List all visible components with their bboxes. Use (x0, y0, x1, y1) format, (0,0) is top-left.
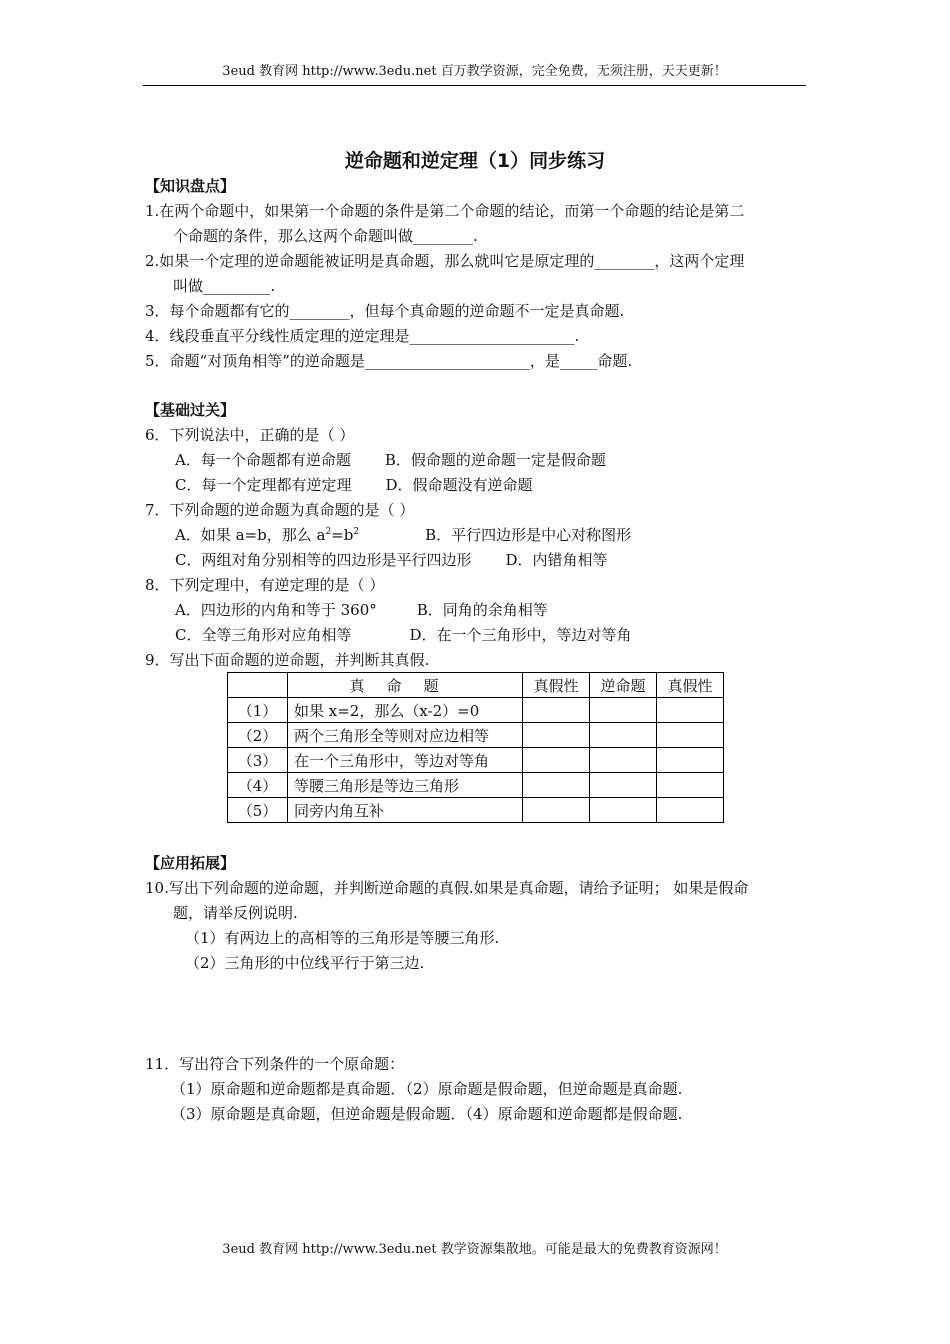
table-row (228, 723, 724, 748)
answer-cell (590, 723, 657, 748)
row-number: （5） (228, 798, 288, 823)
answer-cell (523, 798, 590, 823)
table-header-cell: 真假性 (657, 673, 724, 698)
table-row (228, 698, 724, 723)
question-8-options-cd (145, 623, 810, 648)
page-header: 3eud 教育网 http://www.3edu.net 百万教学资源，完全免费，无须注册，天天更新！ (143, 62, 806, 86)
question-6-options-cd (145, 473, 810, 498)
question-11: 11．写出符合下列条件的一个原命题： (145, 1055, 405, 1073)
answer-cell (590, 798, 657, 823)
row-proposition: 同旁内角互补 (288, 798, 523, 823)
question-6: 6．下列说法中，正确的是（ ） (145, 426, 355, 444)
option-c: C．每一个定理都有逆定理 (175, 476, 352, 494)
option-d: D．假命题没有逆命题 (385, 476, 533, 494)
section-knowledge (145, 174, 810, 374)
table-header-cell: 逆命题 (590, 673, 657, 698)
question-7-options-cd (145, 548, 810, 573)
page-title: 逆命题和逆定理（1）同步练习 (344, 150, 606, 172)
question-5: 5．命题“对顶角相等”的逆命题是______________________，是_____命题. (145, 352, 633, 370)
answer-cell (523, 723, 590, 748)
question-4: 4．线段垂直平分线性质定理的逆定理是______________________. (145, 327, 580, 345)
option-a: A．如果 a=b，那么 $a^2=b^2$ (175, 526, 360, 544)
option-a: A．四边形的内角和等于 360° (175, 601, 377, 619)
section-heading: 【基础过关】 (145, 401, 236, 419)
answer-cell (657, 798, 724, 823)
question-7-options-ab (145, 523, 810, 548)
question-11-block (145, 1052, 810, 1127)
question-8-options-ab (145, 598, 810, 623)
section-extension (145, 851, 810, 976)
table-header-cell: 真命题 (288, 673, 523, 698)
section-heading: 【知识盘点】 (145, 177, 236, 195)
option-c: C．全等三角形对应角相等 (175, 626, 352, 644)
row-number: （3） (228, 748, 288, 773)
answer-cell (590, 773, 657, 798)
question-1-line-2: 个命题的条件，那么这两个命题叫做________. (173, 227, 478, 245)
question-11-parts-3-4: （3）原命题是真命题，但逆命题是假命题．（4）原命题和逆命题都是假命题. (171, 1105, 683, 1123)
answer-cell (523, 698, 590, 723)
question-2-line-1: 2.如果一个定理的逆命题能被证明是真命题，那么就叫它是原定理的________，这两个定理 (145, 252, 745, 270)
question-7: 7．下列命题的逆命题为真命题的是（ ） (145, 501, 415, 519)
question-9: 9．写出下面命题的逆命题，并判断其真假. (145, 651, 430, 669)
row-number: （1） (228, 698, 288, 723)
row-number: （2） (228, 723, 288, 748)
table-header-row (228, 673, 724, 698)
question-3: 3．每个命题都有它的________，但每个真命题的逆命题不一定是真命题. (145, 302, 625, 320)
question-10-part-1: （1）有两边上的高相等的三角形是等腰三角形. (185, 929, 500, 947)
option-a: A．每一个命题都有逆命题 (175, 451, 351, 469)
question-10-line-1: 10.写出下列命题的逆命题，并判断逆命题的真假.如果是真命题，请给予证明； 如果是假命 (145, 879, 749, 897)
answer-cell (523, 748, 590, 773)
question-6-options-ab (145, 448, 810, 473)
question-1-line-1: 1.在两个命题中，如果第一个命题的条件是第二个命题的结论，而第一个命题的结论是第二 (145, 202, 745, 220)
row-number: （4） (228, 773, 288, 798)
section-basics (145, 398, 810, 673)
option-b: B．平行四边形是中心对称图形 (425, 526, 632, 544)
answer-cell (590, 748, 657, 773)
answer-cell (590, 698, 657, 723)
option-d: D．在一个三角形中，等边对等角 (409, 626, 632, 644)
question-11-parts-1-2: （1）原命题和逆命题都是真命题．（2）原命题是假命题，但逆命题是真命题. (171, 1080, 683, 1098)
option-d: D．内错角相等 (505, 551, 608, 569)
question-8: 8．下列定理中，有逆定理的是（ ） (145, 576, 385, 594)
row-proposition: 两个三角形全等则对应边相等 (288, 723, 523, 748)
answer-cell (523, 773, 590, 798)
option-b: B．假命题的逆命题一定是假命题 (384, 451, 606, 469)
question-10-line-2: 题，请举反例说明. (173, 904, 298, 922)
question-10-part-2: （2）三角形的中位线平行于第三边. (185, 954, 425, 972)
answer-cell (657, 773, 724, 798)
table-row (228, 748, 724, 773)
option-b: B．同角的余角相等 (416, 601, 548, 619)
table-header-cell: 真假性 (523, 673, 590, 698)
question-2-line-2: 叫做_________. (173, 277, 276, 295)
section-heading: 【应用拓展】 (145, 854, 236, 872)
table-row (228, 798, 724, 823)
option-c: C．两组对角分别相等的四边形是平行四边形 (175, 551, 472, 569)
question-9-table (227, 672, 724, 823)
page-footer: 3eud 教育网 http://www.3edu.net 教学资源集散地。可能是最大的免费教育资源网！ (222, 1242, 727, 1257)
answer-cell (657, 748, 724, 773)
table-header-blank (228, 673, 288, 698)
row-proposition: 在一个三角形中，等边对等角 (288, 748, 523, 773)
row-proposition: 等腰三角形是等边三角形 (288, 773, 523, 798)
answer-cell (657, 698, 724, 723)
table-row (228, 773, 724, 798)
answer-cell (657, 723, 724, 748)
row-proposition: 如果 x=2，那么（x-2）=0 (288, 698, 523, 723)
